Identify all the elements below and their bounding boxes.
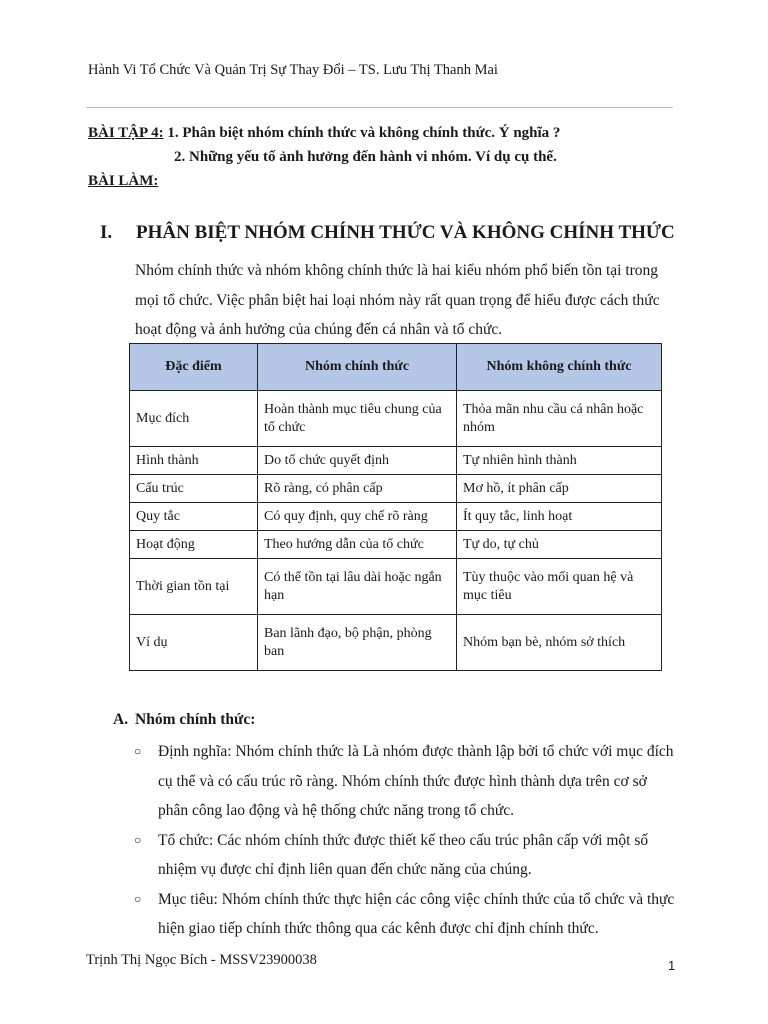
subsection-heading [113, 711, 255, 729]
assignment-label: BÀI TẬP 4: [88, 125, 164, 141]
circle-bullet-icon: ○ [134, 832, 142, 847]
table-cell: Hình thành [130, 447, 258, 475]
assignment-question-1: 1. Phân biệt nhóm chính thức và không chính thức. Ý nghĩa ? [167, 125, 561, 141]
circle-bullet-icon: ○ [134, 744, 142, 758]
table-row [130, 615, 662, 671]
table-cell: Quy tắc [130, 503, 258, 531]
footer-author: Trịnh Thị Ngọc Bích - MSSV23900038 [86, 952, 317, 968]
list-item-text: Mục tiêu: Nhóm chính thức thực hiện các công việc chính thức của tổ chức và thực hiện giao tiếp chính thức thông qua các kênh được chỉ định chính thức. [158, 890, 675, 937]
section-intro-paragraph: Nhóm chính thức và nhóm không chính thức là hai kiểu nhóm phổ biến tồn tại trong mọi tổ chức. Việc phân biệt hai loại nhóm này rất quan trọng để hiểu được cách thức hoạt động và ảnh hưởng của chúng đến cá nhân và tổ chức. [135, 262, 660, 338]
list-item [134, 885, 679, 944]
answer-label: BÀI LÀM: [88, 173, 159, 189]
table-header-row [130, 344, 662, 391]
running-header: Hành Vi Tổ Chức Và Quản Trị Sự Thay Đổi – TS. Lưu Thị Thanh Mai [88, 62, 498, 78]
list-item-text: Định nghĩa: Nhóm chính thức là Là nhóm được thành lập bởi tổ chức với mục đích cụ thể và có cấu trúc rõ ràng. Nhóm chính thức được hình thành dựa trên cơ sở phân công lao động và hệ thống chức năng trong tổ chức. [158, 743, 674, 819]
bullet-list [134, 737, 679, 944]
table-cell: Mơ hồ, ít phân cấp [457, 475, 662, 503]
table-cell: Tự do, tự chủ [457, 531, 662, 559]
page-number: 1 [668, 958, 676, 973]
section-heading [100, 222, 675, 244]
section-numeral: I. [100, 222, 113, 243]
table-cell: Cấu trúc [130, 475, 258, 503]
assignment-question-1-row [88, 121, 560, 145]
table-cell: Nhóm bạn bè, nhóm sở thích [457, 615, 662, 671]
table-row [130, 503, 662, 531]
table-cell: Thời gian tồn tại [130, 559, 258, 615]
table-row [130, 391, 662, 447]
table-cell: Thỏa mãn nhu cầu cá nhân hoặc nhóm [457, 391, 662, 447]
table-header-cell: Nhóm không chính thức [457, 344, 662, 391]
list-item-text: Tổ chức: Các nhóm chính thức được thiết kế theo cấu trúc phân cấp với một số nhiệm vụ được chỉ định liên quan đến chức năng của chúng. [158, 831, 649, 878]
list-item [134, 737, 679, 826]
section-title: PHÂN BIỆT NHÓM CHÍNH THỨC VÀ KHÔNG CHÍNH THỨC [136, 222, 675, 243]
table-row [130, 531, 662, 559]
table-row [130, 447, 662, 475]
subsection-letter: A. [113, 711, 129, 728]
assignment-block [88, 121, 560, 193]
table-cell: Tùy thuộc vào mối quan hệ và mục tiêu [457, 559, 662, 615]
header-divider [86, 107, 673, 108]
table-cell: Hoàn thành mục tiêu chung của tổ chức [258, 391, 457, 447]
table-cell: Ban lãnh đạo, bộ phận, phòng ban [258, 615, 457, 671]
table-cell: Mục đích [130, 391, 258, 447]
table-row [130, 475, 662, 503]
subsection-title: Nhóm chính thức: [135, 711, 256, 728]
table-cell: Có thể tồn tại lâu dài hoặc ngắn hạn [258, 559, 457, 615]
assignment-question-2: 2. Những yếu tố ảnh hưởng đến hành vi nhóm. Ví dụ cụ thể. [174, 149, 557, 165]
table-cell: Có quy định, quy chế rõ ràng [258, 503, 457, 531]
table-cell: Do tổ chức quyết định [258, 447, 457, 475]
table-cell: Rõ ràng, có phân cấp [258, 475, 457, 503]
table-row [130, 559, 662, 615]
table-cell: Hoạt động [130, 531, 258, 559]
comparison-table [129, 343, 662, 671]
circle-bullet-icon: ○ [134, 891, 142, 906]
table-header-cell: Đặc điểm [130, 344, 258, 391]
table-header-cell: Nhóm chính thức [258, 344, 457, 391]
list-item [134, 826, 679, 885]
table-cell: Ít quy tắc, linh hoạt [457, 503, 662, 531]
table-cell: Tự nhiên hình thành [457, 447, 662, 475]
table-cell: Theo hướng dẫn của tổ chức [258, 531, 457, 559]
table-cell: Ví dụ [130, 615, 258, 671]
